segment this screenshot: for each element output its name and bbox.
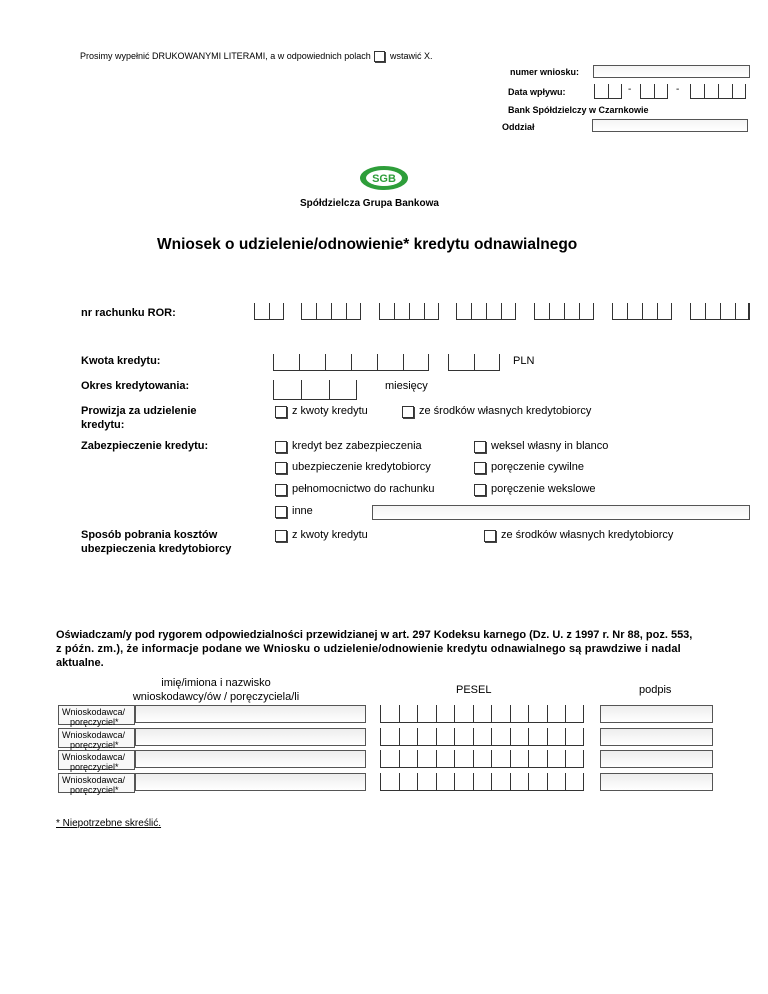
sposob-opt1-label: z kwoty kredytu <box>292 529 368 541</box>
numer-wniosku-label: numer wniosku: <box>510 67 580 77</box>
okres-unit: miesięcy <box>385 380 428 392</box>
numer-wniosku-field[interactable] <box>593 65 750 78</box>
col-name-header-2: wnioskodawcy/ów / poręczyciela/li <box>132 691 300 703</box>
sposob-opt2-label: ze środków własnych kredytobiorcy <box>501 529 674 541</box>
oddzial-label: Oddział <box>502 122 535 132</box>
sgb-logo <box>358 164 410 192</box>
footnote: * Niepotrzebne skreślić. <box>56 818 162 829</box>
sig-row-label-line-2: poręczyciel* <box>70 717 119 727</box>
declaration-line-1: Oświadczam/y pod rygorem odpowiedzialności przewidzianej w art. 297 Kodeksu karnego (Dz. U. z 1997 r. Nr 88, poz. 553, <box>56 629 693 641</box>
ror-group-4[interactable] <box>456 303 516 320</box>
sig-row-3-podpis-field[interactable] <box>600 750 713 768</box>
zabezp-opt-1-checkbox[interactable] <box>275 441 287 453</box>
instruction-pre: Prosimy wypełnić DRUKOWANYMI LITERAMI, a w odpowiednich polach <box>80 51 371 61</box>
col-pesel-header: PESEL <box>456 684 492 696</box>
sig-row-4-label <box>58 773 135 793</box>
ror-group-6[interactable] <box>612 303 672 320</box>
col-podpis-header: podpis <box>639 684 672 696</box>
zabezp-opt-2-checkbox[interactable] <box>474 441 486 453</box>
ror-group-1[interactable] <box>254 303 284 320</box>
sposob-label-1: Sposób pobrania kosztów <box>81 529 218 541</box>
svg-text:SGB: SGB <box>372 173 396 185</box>
zabezp-opt-7-label: inne <box>292 505 313 517</box>
declaration-line-2: z późn. zm.), że informacje podane we Wniosku o udzielenie/odnowienie kredytu odnawialnego są prawdziwe i nadal <box>56 643 681 655</box>
kwota-label: Kwota kredytu: <box>81 355 161 367</box>
bank-name: Bank Spółdzielczy w Czarnkowie <box>508 105 649 115</box>
sig-row-label-line-1: Wnioskodawca/ <box>62 707 126 717</box>
sample-checkbox <box>374 51 385 62</box>
oddzial-field[interactable] <box>592 119 748 132</box>
sig-row-3-pesel-cells[interactable] <box>380 750 584 768</box>
sig-row-label-line-1: Wnioskodawca/ <box>62 752 126 762</box>
zabezp-opt-7-checkbox[interactable] <box>275 506 287 518</box>
sposob-label <box>81 528 231 556</box>
instruction-text <box>80 51 371 61</box>
zabezp-opt-5-checkbox[interactable] <box>275 484 287 496</box>
prowizja-opt2-checkbox[interactable] <box>402 406 414 418</box>
sig-row-1-pesel-cells[interactable] <box>380 705 584 723</box>
sig-row-4-name-field[interactable] <box>135 773 366 791</box>
sig-row-3-name-field[interactable] <box>135 750 366 768</box>
prowizja-opt1-checkbox[interactable] <box>275 406 287 418</box>
sig-row-label-line-2: poręczyciel* <box>70 740 119 750</box>
zabezp-opt-2-label: weksel własny in blanco <box>491 440 609 452</box>
ror-label: nr rachunku ROR: <box>81 307 176 319</box>
sig-row-2-pesel-cells[interactable] <box>380 728 584 746</box>
okres-cells[interactable] <box>273 380 357 400</box>
sig-row-2-podpis-field[interactable] <box>600 728 713 746</box>
sposob-label-2: ubezpieczenia kredytobiorcy <box>81 543 232 555</box>
zabezp-opt-3-label: ubezpieczenie kredytobiorcy <box>292 461 431 473</box>
zabezp-opt-6-label: poręczenie wekslowe <box>491 483 596 495</box>
zabezp-opt-5-label: pełnomocnictwo do rachunku <box>292 483 435 495</box>
date-month-cells[interactable] <box>640 84 668 99</box>
kwota-grosze-cells[interactable] <box>448 354 500 371</box>
page-title: Wniosek o udzielenie/odnowienie* kredytu odnawialnego <box>157 236 578 253</box>
zabezp-opt-4-checkbox[interactable] <box>474 462 486 474</box>
zabezp-opt-1-label: kredyt bez zabezpieczenia <box>292 440 422 452</box>
sig-row-3-label <box>58 750 135 770</box>
date-year-cells[interactable] <box>690 84 746 99</box>
prowizja-label <box>81 404 197 432</box>
sgb-logo-icon <box>358 164 410 192</box>
zabezp-opt-3-checkbox[interactable] <box>275 462 287 474</box>
instruction-post: wstawić X. <box>390 51 433 61</box>
sig-row-2-name-field[interactable] <box>135 728 366 746</box>
prowizja-opt2-label: ze środków własnych kredytobiorcy <box>419 405 592 417</box>
prowizja-label-1: Prowizja za udzielenie <box>81 405 197 417</box>
sig-row-4-pesel-cells[interactable] <box>380 773 584 791</box>
sig-row-1-name-field[interactable] <box>135 705 366 723</box>
sig-row-2-label <box>58 728 135 748</box>
logo-caption: Spółdzielcza Grupa Bankowa <box>300 198 439 209</box>
sig-row-label-line-1: Wnioskodawca/ <box>62 775 126 785</box>
sig-row-1-label <box>58 705 135 725</box>
sig-row-1-podpis-field[interactable] <box>600 705 713 723</box>
date-sep-1: - <box>628 84 632 95</box>
ror-group-2[interactable] <box>301 303 361 320</box>
ror-group-5[interactable] <box>534 303 594 320</box>
date-day-cells[interactable] <box>594 84 622 99</box>
sig-row-label-line-1: Wnioskodawca/ <box>62 730 126 740</box>
date-sep-2: - <box>676 84 680 95</box>
sig-row-label-line-2: poręczyciel* <box>70 762 119 772</box>
prowizja-label-2: kredytu: <box>81 419 125 431</box>
zabezp-opt-6-checkbox[interactable] <box>474 484 486 496</box>
sposob-opt2-checkbox[interactable] <box>484 530 496 542</box>
kwota-cells[interactable] <box>273 354 429 371</box>
ror-group-7[interactable] <box>690 303 750 320</box>
declaration-line-3: aktualne. <box>56 657 104 669</box>
data-wplywu-label: Data wpływu: <box>508 87 566 97</box>
sig-row-label-line-2: poręczyciel* <box>70 785 119 795</box>
ror-group-3[interactable] <box>379 303 439 320</box>
zabezp-opt-4-label: poręczenie cywilne <box>491 461 584 473</box>
sig-row-4-podpis-field[interactable] <box>600 773 713 791</box>
okres-label: Okres kredytowania: <box>81 380 190 392</box>
prowizja-opt1-label: z kwoty kredytu <box>292 405 368 417</box>
zabezp-label: Zabezpieczenie kredytu: <box>81 440 209 452</box>
currency-label: PLN <box>513 355 535 367</box>
zabezp-inne-field[interactable] <box>372 505 750 520</box>
col-name-header <box>120 676 312 704</box>
declaration <box>56 628 713 670</box>
sposob-opt1-checkbox[interactable] <box>275 530 287 542</box>
col-name-header-1: imię/imiona i nazwisko <box>161 677 271 689</box>
